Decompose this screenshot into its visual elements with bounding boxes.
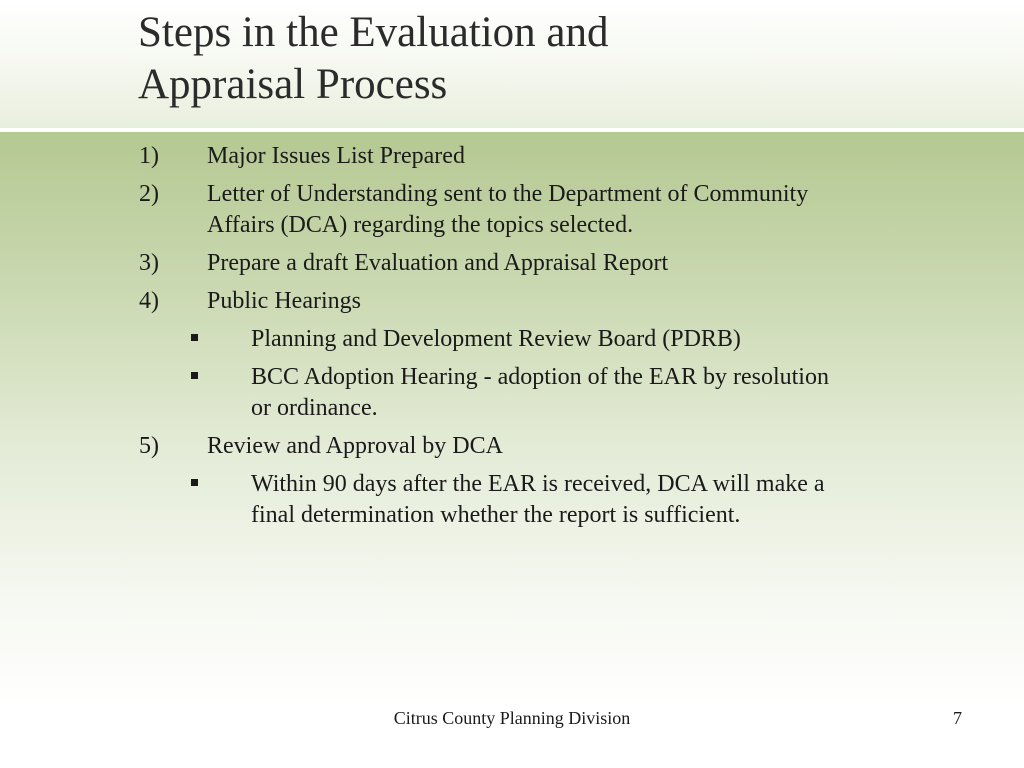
slide-title-line-2: Appraisal Process (138, 61, 448, 108)
square-bullet-icon (191, 334, 198, 341)
step-item-5 (0, 431, 1024, 462)
step-item-2 (0, 179, 1024, 241)
sub-bullet-text: BCC Adoption Hearing - adoption of the EAR by resolution or ordinance. (251, 364, 829, 421)
slide-body (0, 141, 1024, 538)
step-number: 3) (139, 250, 159, 276)
step-text: Letter of Understanding sent to the Department of Community Affairs (DCA) regarding the topics selected. (207, 181, 809, 238)
step-text: Public Hearings (207, 288, 361, 314)
step-text: Prepare a draft Evaluation and Appraisal Report (207, 250, 669, 276)
step-text: Review and Approval by DCA (207, 433, 503, 459)
sub-bullet-item (0, 469, 1024, 531)
slide-title-line-1: Steps in the Evaluation and (138, 9, 609, 56)
sub-bullet-item (0, 362, 1024, 424)
sub-bullet-item (0, 324, 1024, 355)
slide-title (138, 7, 938, 111)
square-bullet-icon (191, 479, 198, 486)
step-item-1 (0, 141, 1024, 172)
step-item-4 (0, 286, 1024, 317)
sub-bullet-text: Planning and Development Review Board (PDRB) (251, 326, 741, 352)
step-number: 2) (139, 181, 159, 207)
step-number: 5) (139, 433, 159, 459)
square-bullet-icon (191, 372, 198, 379)
step-item-3 (0, 248, 1024, 279)
page-number: 7 (953, 708, 962, 728)
title-divider (0, 128, 1024, 132)
sub-bullet-text: Within 90 days after the EAR is received, DCA will make a final determination whether the report is sufficient. (251, 471, 825, 528)
step-number: 4) (139, 288, 159, 314)
step-text: Major Issues List Prepared (207, 143, 465, 169)
step-number: 1) (139, 143, 159, 169)
footer-text: Citrus County Planning Division (393, 708, 631, 728)
